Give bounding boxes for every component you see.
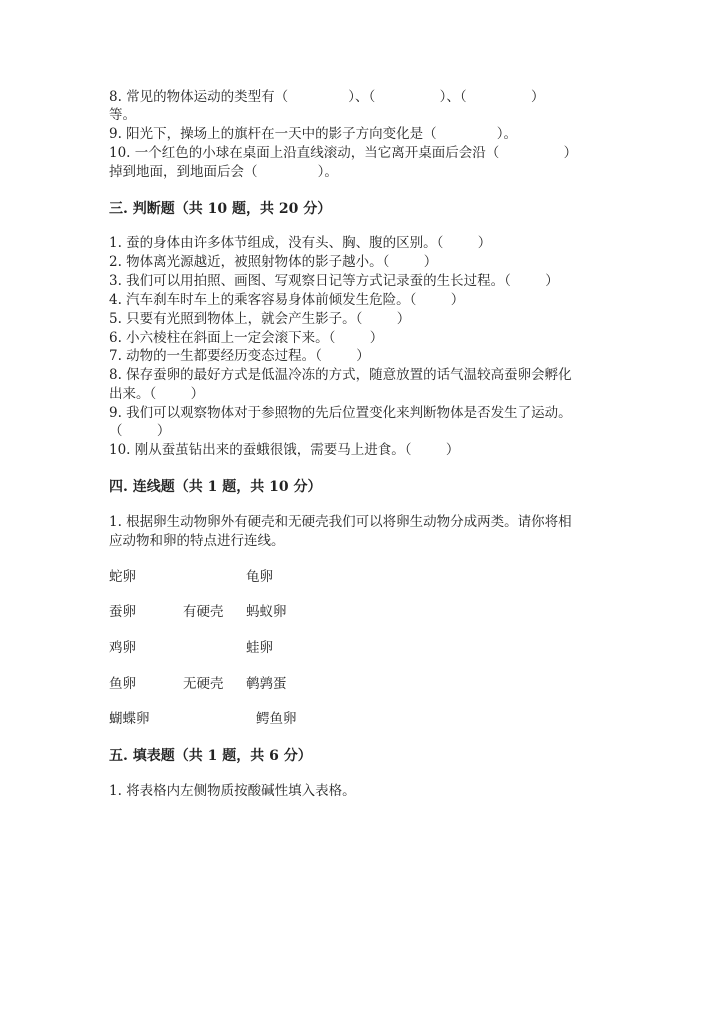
judge-item: 7. 动物的一生都要经历变态过程。（ ） [109,348,370,364]
judge-item: 出来。（ ） [109,386,205,402]
fill-blank-q8-line2: 等。 [109,107,136,123]
judge-item: 1. 蚕的身体由许多体节组成，没有头、胸、腹的区别。（ ） [109,235,492,251]
judge-item: 10. 刚从蚕茧钻出来的蚕蛾很饿，需要马上进食。（ ） [109,442,460,458]
matching-right-item: 龟卵 [246,569,273,585]
matching-left-item: 蝴蝶卵 [109,711,150,727]
fill-blank-q9: 9. 阳光下，操场上的旗杆在一天中的影子方向变化是（ ）。 [109,126,517,142]
matching-middle-item: 有硬壳 [183,604,224,620]
matching-left-item: 蚕卵 [109,604,136,620]
matching-right-item: 鳄鱼卵 [256,711,297,727]
matching-q1-line2: 应动物和卵的特点进行连线。 [109,533,285,549]
judge-item: 9. 我们可以观察物体对于参照物的先后位置变化来判断物体是否发生了运动。 [109,405,572,421]
matching-q1-line1: 1. 根据卵生动物卵外有硬壳和无硬壳我们可以将卵生动物分成两类。请你将相 [109,514,572,530]
judge-item: 4. 汽车刹车时车上的乘客容易身体前倾发生危险。（ ） [109,292,465,308]
judge-item: 6. 小六棱柱在斜面上一定会滚下来。（ ） [109,330,384,346]
matching-left-item: 蛇卵 [109,569,136,585]
section3-heading: 三. 判断题（共 10 题，共 20 分） [109,201,332,217]
section4-heading: 四. 连线题（共 1 题，共 10 分） [109,479,322,495]
matching-right-item: 蛙卵 [246,640,273,656]
matching-left-item: 鱼卵 [109,676,136,692]
fill-blank-q8-line1: 8. 常见的物体运动的类型有（ ）、（ ）、（ ） [109,89,545,105]
judge-item: 3. 我们可以用拍照、画图、写观察日记等方式记录蚕的生长过程。（ ） [109,273,559,289]
fill-blank-q10-line1: 10. 一个红色的小球在桌面上沿直线滚动，当它离开桌面后会沿（ ） [109,145,578,161]
matching-left-item: 鸡卵 [109,640,136,656]
section5-heading: 五. 填表题（共 1 题，共 6 分） [109,748,312,764]
judge-item: （ ） [109,423,171,439]
matching-right-item: 蚂蚁卵 [246,604,287,620]
judge-item: 8. 保存蚕卵的最好方式是低温冷冻的方式，随意放置的话气温较高蚕卵会孵化 [109,367,572,383]
judge-item: 5. 只要有光照到物体上，就会产生影子。（ ） [109,311,411,327]
table-q1: 1. 将表格内左侧物质按酸碱性填入表格。 [109,783,356,799]
matching-right-item: 鹌鹑蛋 [246,676,287,692]
judge-item: 2. 物体离光源越近，被照射物体的影子越小。（ ） [109,254,438,270]
fill-blank-q10-line2: 掉到地面，到地面后会（ ）。 [109,164,338,180]
matching-middle-item: 无硬壳 [183,676,224,692]
